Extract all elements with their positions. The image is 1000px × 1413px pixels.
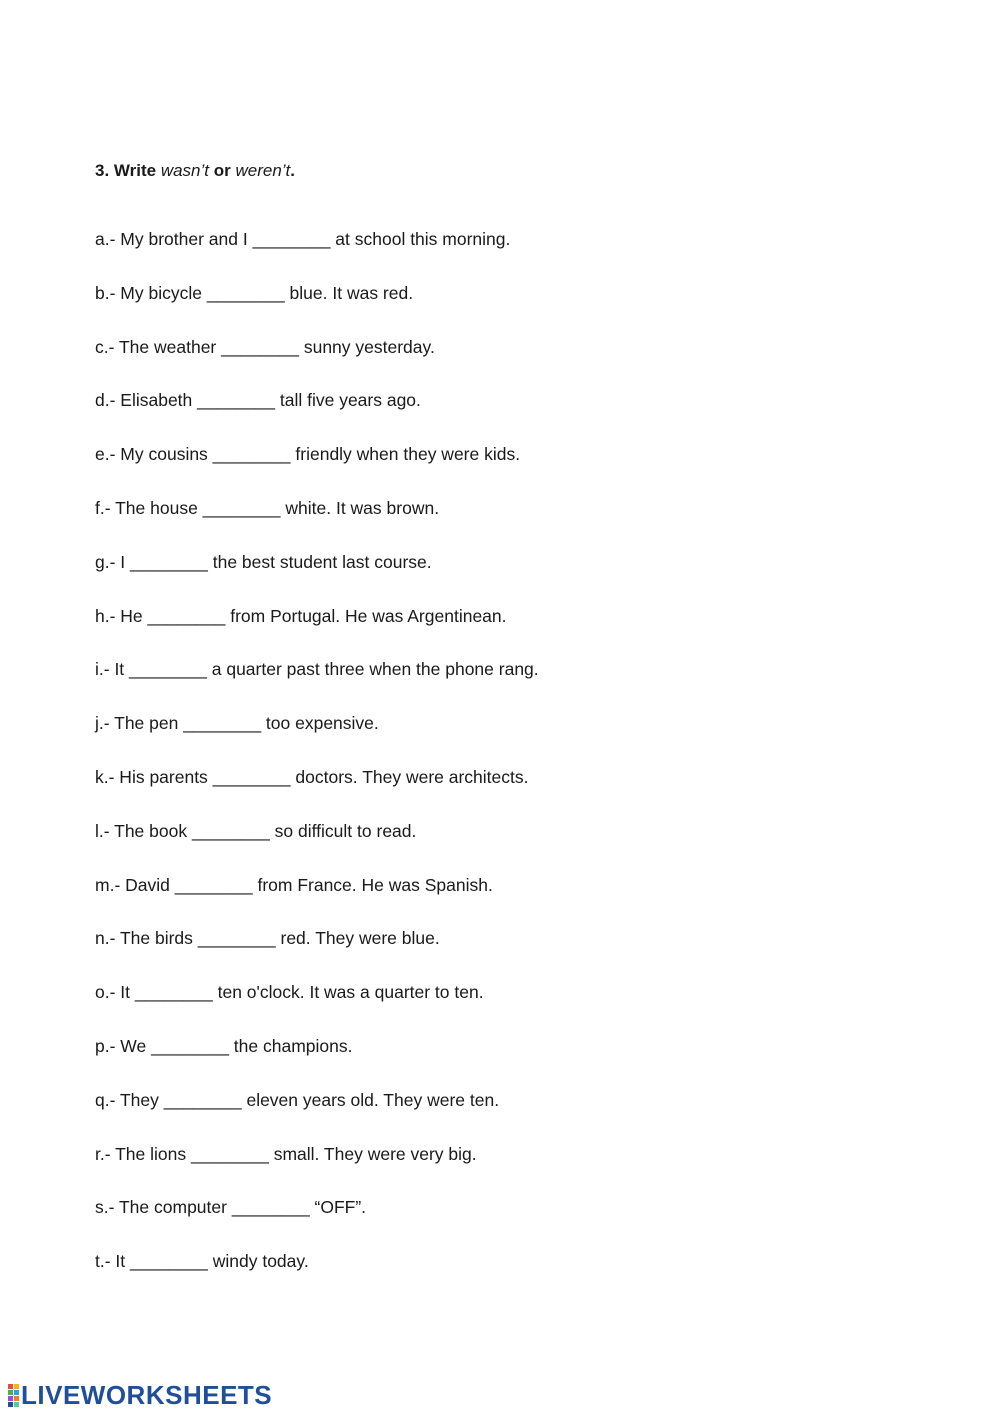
exercise-heading	[95, 161, 295, 181]
exercise-item-q: q.- They ________ eleven years old. They were ten.	[95, 1089, 500, 1110]
logo-grid-icon	[8, 1384, 19, 1407]
exercise-list	[95, 226, 539, 1302]
heading-suffix: .	[290, 161, 296, 180]
heading-word-wasnt: wasn’t	[160, 161, 210, 180]
exercise-item-c: c.- The weather ________ sunny yesterday.	[95, 336, 435, 357]
exercise-item-r: r.- The lions ________ small. They were very big.	[95, 1143, 477, 1164]
exercise-item-f: f.- The house ________ white. It was brown.	[95, 497, 440, 518]
heading-word-werent: weren’t	[235, 161, 291, 180]
heading-connector: or	[209, 161, 236, 180]
heading-prefix: 3. Write	[95, 161, 161, 180]
exercise-item-k: k.- His parents ________ doctors. They were architects.	[95, 766, 529, 787]
exercise-item-b: b.- My bicycle ________ blue. It was red.	[95, 282, 414, 303]
exercise-item-m: m.- David ________ from France. He was Spanish.	[95, 874, 493, 895]
exercise-item-p: p.- We ________ the champions.	[95, 1035, 353, 1056]
exercise-item-a: a.- My brother and I ________ at school this morning.	[95, 229, 511, 249]
exercise-item-e: e.- My cousins ________ friendly when they were kids.	[95, 444, 521, 465]
exercise-item-g: g.- I ________ the best student last course.	[95, 551, 432, 572]
exercise-item-o: o.- It ________ ten o'clock. It was a quarter to ten.	[95, 982, 484, 1003]
exercise-item-d: d.- Elisabeth ________ tall five years ago.	[95, 390, 421, 411]
exercise-item-s: s.- The computer ________ “OFF”.	[95, 1197, 367, 1218]
brand-name: LIVEWORKSHEETS	[21, 1379, 273, 1410]
exercise-item-l: l.- The book ________ so difficult to read.	[95, 820, 417, 841]
exercise-item-i: i.- It ________ a quarter past three when the phone rang.	[95, 659, 539, 680]
liveworksheets-logo	[8, 1380, 272, 1410]
exercise-item-n: n.- The birds ________ red. They were blue.	[95, 928, 440, 949]
exercise-item-j: j.- The pen ________ too expensive.	[95, 713, 379, 734]
exercise-item-t: t.- It ________ windy today.	[95, 1251, 309, 1272]
exercise-item-h: h.- He ________ from Portugal. He was Argentinean.	[95, 605, 507, 626]
